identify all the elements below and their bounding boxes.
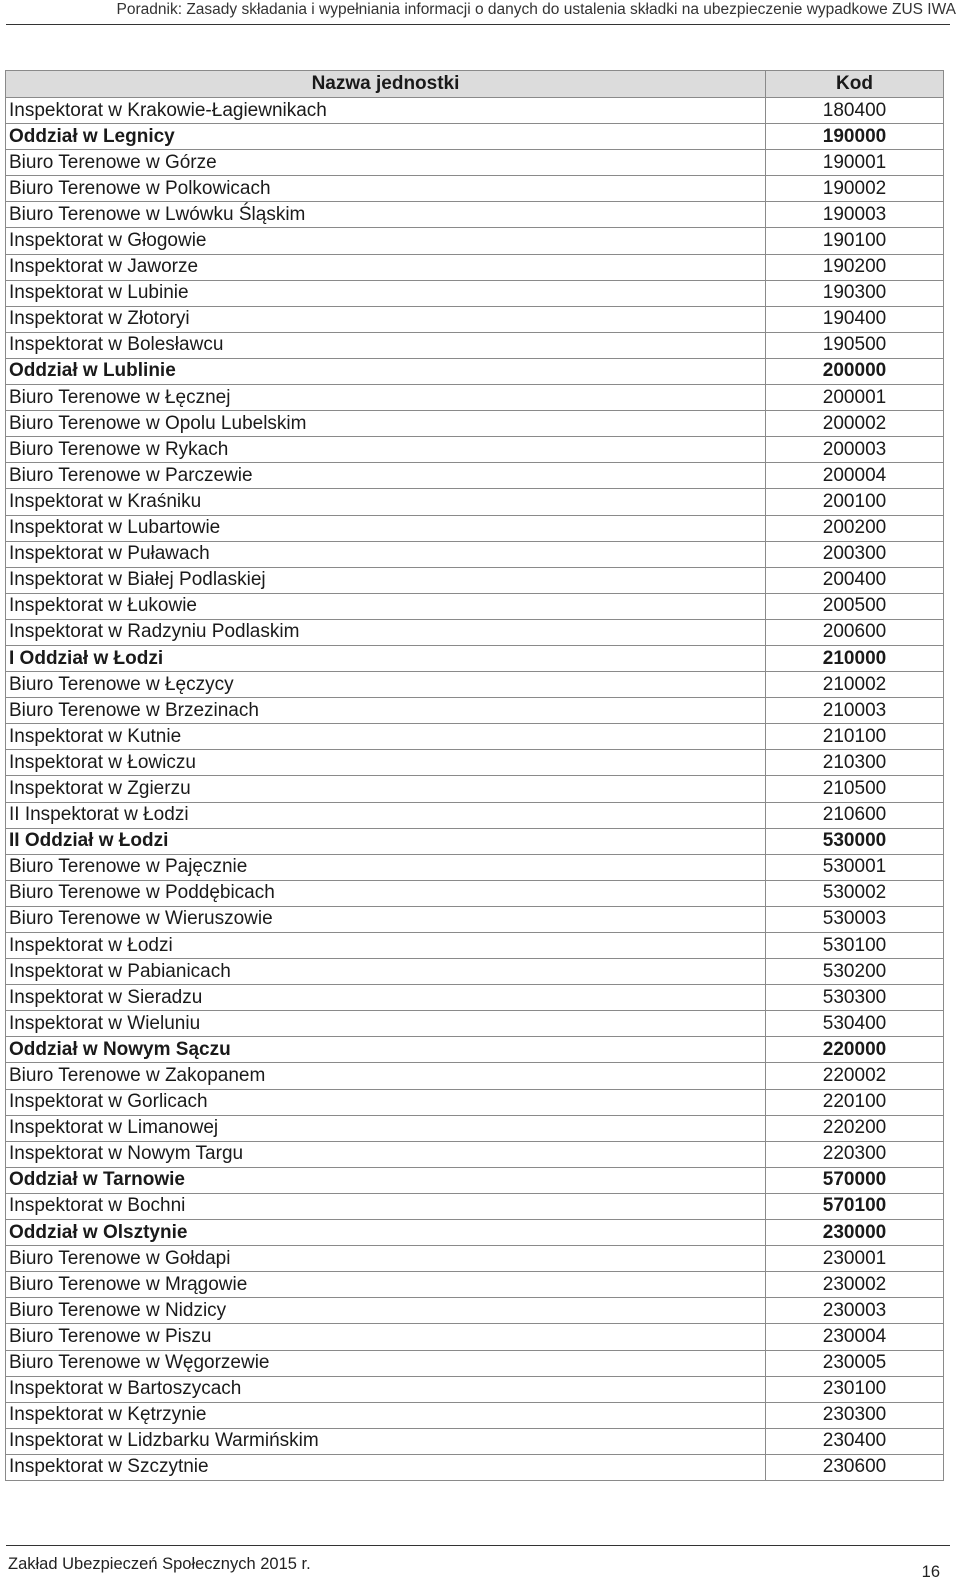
table-row bbox=[6, 1141, 944, 1167]
unit-code-cell: 220002 bbox=[766, 1063, 944, 1089]
unit-name-cell: Biuro Terenowe w Łęcznej bbox=[6, 385, 766, 411]
unit-code-cell: 230300 bbox=[766, 1402, 944, 1428]
unit-name-cell: II Oddział w Łodzi bbox=[6, 828, 766, 854]
unit-code-cell: 190500 bbox=[766, 332, 944, 358]
table-body bbox=[6, 98, 944, 1481]
unit-name-cell: Inspektorat w Limanowej bbox=[6, 1115, 766, 1141]
unit-name-cell: Inspektorat w Krakowie-Łagiewnikach bbox=[6, 98, 766, 124]
table-row bbox=[6, 959, 944, 985]
units-table-container bbox=[5, 70, 943, 1481]
unit-name-cell: Inspektorat w Kutnie bbox=[6, 724, 766, 750]
unit-code-cell: 530003 bbox=[766, 906, 944, 932]
unit-name-cell: Inspektorat w Łowiczu bbox=[6, 750, 766, 776]
unit-name-cell: Biuro Terenowe w Pajęcznie bbox=[6, 854, 766, 880]
unit-code-cell: 200002 bbox=[766, 411, 944, 437]
column-header-name: Nazwa jednostki bbox=[6, 71, 766, 98]
table-row bbox=[6, 1037, 944, 1063]
table-row bbox=[6, 828, 944, 854]
unit-name-cell: Biuro Terenowe w Brzezinach bbox=[6, 698, 766, 724]
unit-code-cell: 230003 bbox=[766, 1298, 944, 1324]
table-row bbox=[6, 1402, 944, 1428]
unit-code-cell: 200000 bbox=[766, 358, 944, 384]
table-row bbox=[6, 515, 944, 541]
unit-name-cell: Inspektorat w Pabianicach bbox=[6, 959, 766, 985]
unit-code-cell: 190003 bbox=[766, 202, 944, 228]
unit-name-cell: Biuro Terenowe w Polkowicach bbox=[6, 176, 766, 202]
table-row bbox=[6, 98, 944, 124]
table-row bbox=[6, 1454, 944, 1480]
unit-code-cell: 220000 bbox=[766, 1037, 944, 1063]
unit-code-cell: 210003 bbox=[766, 698, 944, 724]
unit-name-cell: Biuro Terenowe w Poddębicach bbox=[6, 880, 766, 906]
unit-code-cell: 530000 bbox=[766, 828, 944, 854]
unit-name-cell: Oddział w Lublinie bbox=[6, 358, 766, 384]
table-row bbox=[6, 1376, 944, 1402]
table-row bbox=[6, 306, 944, 332]
table-row bbox=[6, 776, 944, 802]
table-row bbox=[6, 228, 944, 254]
unit-code-cell: 200500 bbox=[766, 593, 944, 619]
unit-code-cell: 200004 bbox=[766, 463, 944, 489]
column-header-code: Kod bbox=[766, 71, 944, 98]
unit-name-cell: Biuro Terenowe w Nidzicy bbox=[6, 1298, 766, 1324]
unit-name-cell: Inspektorat w Białej Podlaskiej bbox=[6, 567, 766, 593]
table-row bbox=[6, 1115, 944, 1141]
unit-name-cell: Inspektorat w Lidzbarku Warmińskim bbox=[6, 1428, 766, 1454]
table-row bbox=[6, 358, 944, 384]
unit-name-cell: Inspektorat w Złotoryi bbox=[6, 306, 766, 332]
unit-code-cell: 230400 bbox=[766, 1428, 944, 1454]
table-row bbox=[6, 254, 944, 280]
unit-code-cell: 530400 bbox=[766, 1011, 944, 1037]
unit-name-cell: Inspektorat w Lubinie bbox=[6, 280, 766, 306]
unit-code-cell: 230600 bbox=[766, 1454, 944, 1480]
page-number: 16 bbox=[921, 1563, 940, 1581]
unit-code-cell: 190000 bbox=[766, 124, 944, 150]
unit-name-cell: Inspektorat w Głogowie bbox=[6, 228, 766, 254]
table-row bbox=[6, 1246, 944, 1272]
unit-code-cell: 530100 bbox=[766, 933, 944, 959]
unit-name-cell: Inspektorat w Zgierzu bbox=[6, 776, 766, 802]
table-row bbox=[6, 1298, 944, 1324]
table-row bbox=[6, 672, 944, 698]
unit-name-cell: Biuro Terenowe w Gołdapi bbox=[6, 1246, 766, 1272]
unit-code-cell: 530002 bbox=[766, 880, 944, 906]
unit-code-cell: 200100 bbox=[766, 489, 944, 515]
table-row bbox=[6, 880, 944, 906]
table-row bbox=[6, 541, 944, 567]
footer-organization: Zakład Ubezpieczeń Społecznych 2015 r. bbox=[8, 1555, 311, 1573]
table-row bbox=[6, 437, 944, 463]
unit-code-cell: 530001 bbox=[766, 854, 944, 880]
unit-name-cell: Inspektorat w Bartoszycach bbox=[6, 1376, 766, 1402]
unit-code-cell: 230000 bbox=[766, 1220, 944, 1246]
unit-code-cell: 230001 bbox=[766, 1246, 944, 1272]
unit-name-cell: Biuro Terenowe w Węgorzewie bbox=[6, 1350, 766, 1376]
unit-name-cell: Inspektorat w Bochni bbox=[6, 1193, 766, 1219]
unit-code-cell: 190002 bbox=[766, 176, 944, 202]
unit-name-cell: Biuro Terenowe w Piszu bbox=[6, 1324, 766, 1350]
unit-name-cell: Biuro Terenowe w Zakopanem bbox=[6, 1063, 766, 1089]
table-row bbox=[6, 802, 944, 828]
table-row bbox=[6, 411, 944, 437]
table-row bbox=[6, 645, 944, 671]
table-row bbox=[6, 124, 944, 150]
units-table bbox=[5, 70, 944, 1481]
unit-code-cell: 200400 bbox=[766, 567, 944, 593]
table-row bbox=[6, 1428, 944, 1454]
unit-name-cell: Oddział w Olsztynie bbox=[6, 1220, 766, 1246]
unit-name-cell: Biuro Terenowe w Górze bbox=[6, 150, 766, 176]
unit-name-cell: II Inspektorat w Łodzi bbox=[6, 802, 766, 828]
table-header-row bbox=[6, 71, 944, 98]
header-divider bbox=[6, 24, 950, 25]
table-row bbox=[6, 854, 944, 880]
unit-name-cell: I Oddział w Łodzi bbox=[6, 645, 766, 671]
unit-name-cell: Biuro Terenowe w Rykach bbox=[6, 437, 766, 463]
unit-name-cell: Biuro Terenowe w Lwówku Śląskim bbox=[6, 202, 766, 228]
unit-code-cell: 190100 bbox=[766, 228, 944, 254]
unit-code-cell: 220100 bbox=[766, 1089, 944, 1115]
table-row bbox=[6, 1324, 944, 1350]
table-row bbox=[6, 1011, 944, 1037]
unit-name-cell: Inspektorat w Lubartowie bbox=[6, 515, 766, 541]
table-row bbox=[6, 176, 944, 202]
unit-code-cell: 200003 bbox=[766, 437, 944, 463]
table-row bbox=[6, 280, 944, 306]
unit-code-cell: 230002 bbox=[766, 1272, 944, 1298]
unit-name-cell: Biuro Terenowe w Mrągowie bbox=[6, 1272, 766, 1298]
unit-code-cell: 190001 bbox=[766, 150, 944, 176]
table-row bbox=[6, 385, 944, 411]
table-row bbox=[6, 489, 944, 515]
table-row bbox=[6, 985, 944, 1011]
table-row bbox=[6, 698, 944, 724]
unit-code-cell: 210600 bbox=[766, 802, 944, 828]
unit-code-cell: 210100 bbox=[766, 724, 944, 750]
unit-code-cell: 190200 bbox=[766, 254, 944, 280]
page-header-title: Poradnik: Zasady składania i wypełniania informacji o danych do ustalenia składki na ubezpieczenie wypadkowe ZUS IWA bbox=[116, 1, 956, 18]
unit-name-cell: Inspektorat w Kętrzynie bbox=[6, 1402, 766, 1428]
unit-name-cell: Inspektorat w Radzyniu Podlaskim bbox=[6, 619, 766, 645]
unit-code-cell: 210000 bbox=[766, 645, 944, 671]
footer-divider bbox=[6, 1545, 950, 1546]
unit-code-cell: 230100 bbox=[766, 1376, 944, 1402]
unit-code-cell: 220300 bbox=[766, 1141, 944, 1167]
table-row bbox=[6, 1350, 944, 1376]
unit-code-cell: 180400 bbox=[766, 98, 944, 124]
unit-code-cell: 530300 bbox=[766, 985, 944, 1011]
unit-code-cell: 530200 bbox=[766, 959, 944, 985]
unit-code-cell: 230005 bbox=[766, 1350, 944, 1376]
unit-name-cell: Inspektorat w Kraśniku bbox=[6, 489, 766, 515]
table-row bbox=[6, 567, 944, 593]
unit-name-cell: Inspektorat w Nowym Targu bbox=[6, 1141, 766, 1167]
unit-name-cell: Biuro Terenowe w Łęczycy bbox=[6, 672, 766, 698]
unit-name-cell: Biuro Terenowe w Opolu Lubelskim bbox=[6, 411, 766, 437]
unit-name-cell: Inspektorat w Szczytnie bbox=[6, 1454, 766, 1480]
unit-code-cell: 210300 bbox=[766, 750, 944, 776]
unit-name-cell: Inspektorat w Gorlicach bbox=[6, 1089, 766, 1115]
unit-name-cell: Inspektorat w Sieradzu bbox=[6, 985, 766, 1011]
table-row bbox=[6, 463, 944, 489]
table-row bbox=[6, 1193, 944, 1219]
unit-name-cell: Inspektorat w Wieluniu bbox=[6, 1011, 766, 1037]
unit-name-cell: Biuro Terenowe w Wieruszowie bbox=[6, 906, 766, 932]
unit-name-cell: Biuro Terenowe w Parczewie bbox=[6, 463, 766, 489]
table-row bbox=[6, 1167, 944, 1193]
unit-name-cell: Inspektorat w Jaworze bbox=[6, 254, 766, 280]
unit-code-cell: 200300 bbox=[766, 541, 944, 567]
table-row bbox=[6, 1272, 944, 1298]
unit-code-cell: 210002 bbox=[766, 672, 944, 698]
unit-name-cell: Oddział w Legnicy bbox=[6, 124, 766, 150]
unit-name-cell: Oddział w Tarnowie bbox=[6, 1167, 766, 1193]
table-row bbox=[6, 933, 944, 959]
unit-code-cell: 570100 bbox=[766, 1193, 944, 1219]
unit-code-cell: 190300 bbox=[766, 280, 944, 306]
table-row bbox=[6, 750, 944, 776]
unit-code-cell: 200200 bbox=[766, 515, 944, 541]
unit-code-cell: 220200 bbox=[766, 1115, 944, 1141]
unit-name-cell: Inspektorat w Bolesławcu bbox=[6, 332, 766, 358]
unit-code-cell: 200001 bbox=[766, 385, 944, 411]
unit-code-cell: 570000 bbox=[766, 1167, 944, 1193]
unit-name-cell: Inspektorat w Łukowie bbox=[6, 593, 766, 619]
table-row bbox=[6, 724, 944, 750]
unit-code-cell: 200600 bbox=[766, 619, 944, 645]
table-row bbox=[6, 1220, 944, 1246]
unit-code-cell: 190400 bbox=[766, 306, 944, 332]
table-row bbox=[6, 906, 944, 932]
unit-code-cell: 230004 bbox=[766, 1324, 944, 1350]
table-row bbox=[6, 150, 944, 176]
unit-code-cell: 210500 bbox=[766, 776, 944, 802]
unit-name-cell: Oddział w Nowym Sączu bbox=[6, 1037, 766, 1063]
unit-name-cell: Inspektorat w Puławach bbox=[6, 541, 766, 567]
table-row bbox=[6, 619, 944, 645]
unit-name-cell: Inspektorat w Łodzi bbox=[6, 933, 766, 959]
table-row bbox=[6, 593, 944, 619]
table-row bbox=[6, 202, 944, 228]
table-row bbox=[6, 1063, 944, 1089]
table-row bbox=[6, 1089, 944, 1115]
table-row bbox=[6, 332, 944, 358]
